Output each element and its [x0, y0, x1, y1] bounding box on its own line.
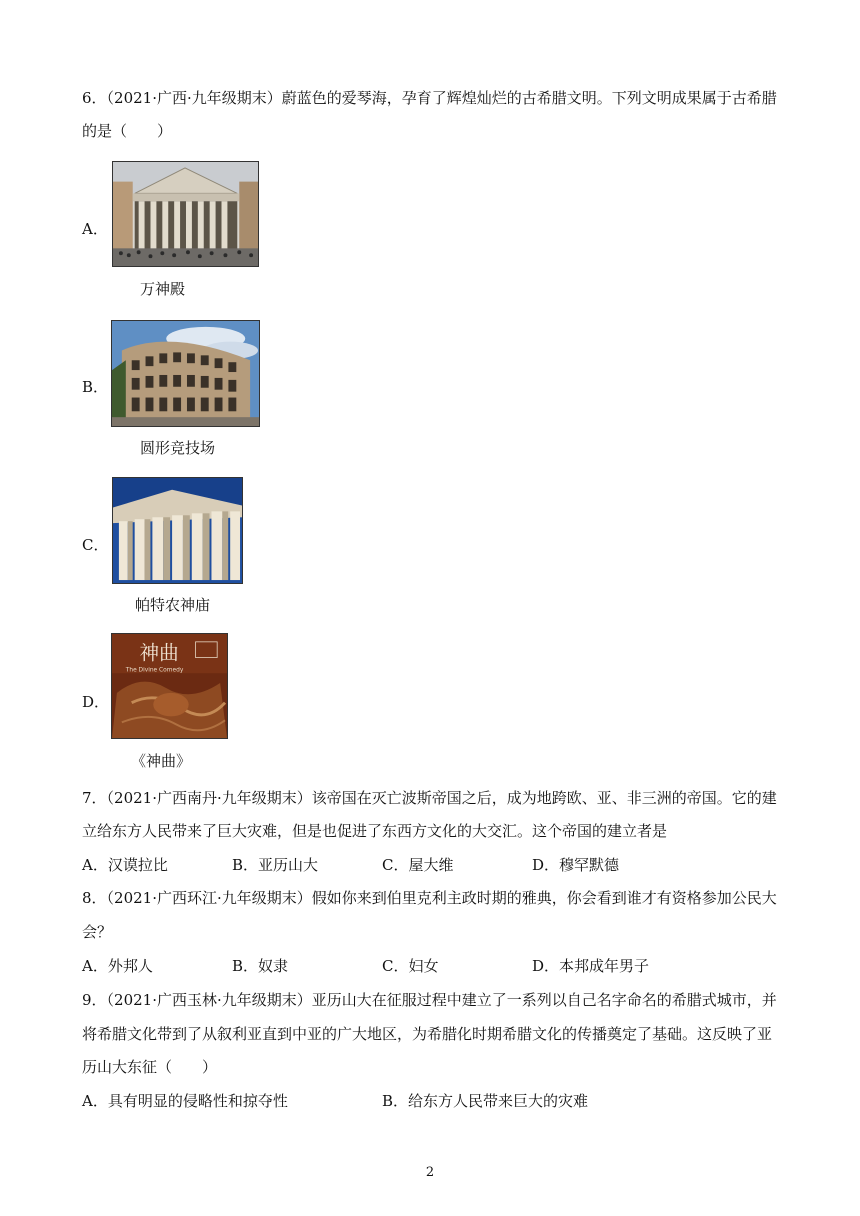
- q8-stem-line2: 会？: [82, 923, 113, 941]
- q8-choice-a: A．外邦人: [82, 957, 153, 975]
- page-number: 2: [425, 1165, 435, 1180]
- q7-stem-line2: 立给东方人民带来了巨大灾难，但是也促进了东西方文化的大交汇。这个帝国的建立者是: [82, 822, 668, 840]
- q6-stem-line2: 的是（ ）: [82, 122, 173, 140]
- q6-option-b-caption: 圆形竞技场: [140, 439, 216, 457]
- q8-stem-line1: 8．（2021·广西环江·九年级期末）假如你来到伯里克利主政时期的雅典，你会看到谁才有资格参加公民大: [82, 889, 777, 907]
- q8-choice-c: C．妇女: [382, 957, 439, 975]
- q6-option-a-label: A．: [82, 220, 108, 238]
- q7-choice-b: B．亚历山大: [232, 856, 319, 874]
- parthenon-image: [112, 477, 243, 584]
- cover-title-text: 神曲: [139, 641, 179, 665]
- colosseum-image: [111, 320, 260, 427]
- q9-choice-a: A．具有明显的侵略性和掠夺性: [82, 1092, 288, 1110]
- q6-option-b-label: B．: [82, 378, 109, 396]
- q8-choice-b: B．奴隶: [232, 957, 289, 975]
- q6-option-d-caption: 《神曲》: [131, 752, 192, 770]
- q9-stem-line2: 将希腊文化带到了从叙利亚直到中亚的广大地区，为希腊化时期希腊文化的传播奠定了基础。这反映了亚: [82, 1025, 773, 1043]
- q6-stem-line1: 6．（2021·广西·九年级期末）蔚蓝色的爱琴海，孕育了辉煌灿烂的古希腊文明。下列文明成果属于古希腊: [82, 89, 777, 107]
- q7-choice-a: A．汉谟拉比: [82, 856, 168, 874]
- divine-comedy-cover-image: [111, 633, 228, 739]
- q8-choice-d: D．本邦成年男子: [532, 957, 650, 975]
- pantheon-image: [112, 161, 259, 267]
- q6-option-c-label: C．: [82, 536, 109, 554]
- q6-option-d-label: D．: [82, 693, 110, 711]
- q7-choice-d: D．穆罕默德: [532, 856, 620, 874]
- q7-choice-c: C．屋大维: [382, 856, 454, 874]
- cover-subtitle-text: The Divine Comedy: [125, 667, 184, 674]
- q9-choice-b: B．给东方人民带来巨大的灾难: [382, 1092, 589, 1110]
- q9-stem-line1: 9．（2021·广西玉林·九年级期末）亚历山大在征服过程中建立了一系列以自己名字命名的希腊式城市，并: [82, 991, 777, 1009]
- q9-stem-line3: 历山大东征（ ）: [82, 1058, 218, 1076]
- q6-option-a-caption: 万神殿: [140, 280, 186, 298]
- q6-option-c-caption: 帕特农神庙: [135, 596, 211, 614]
- q7-stem-line1: 7．（2021·广西南丹·九年级期末）该帝国在灭亡波斯帝国之后，成为地跨欧、亚、非三洲的帝国。它的建: [82, 789, 777, 807]
